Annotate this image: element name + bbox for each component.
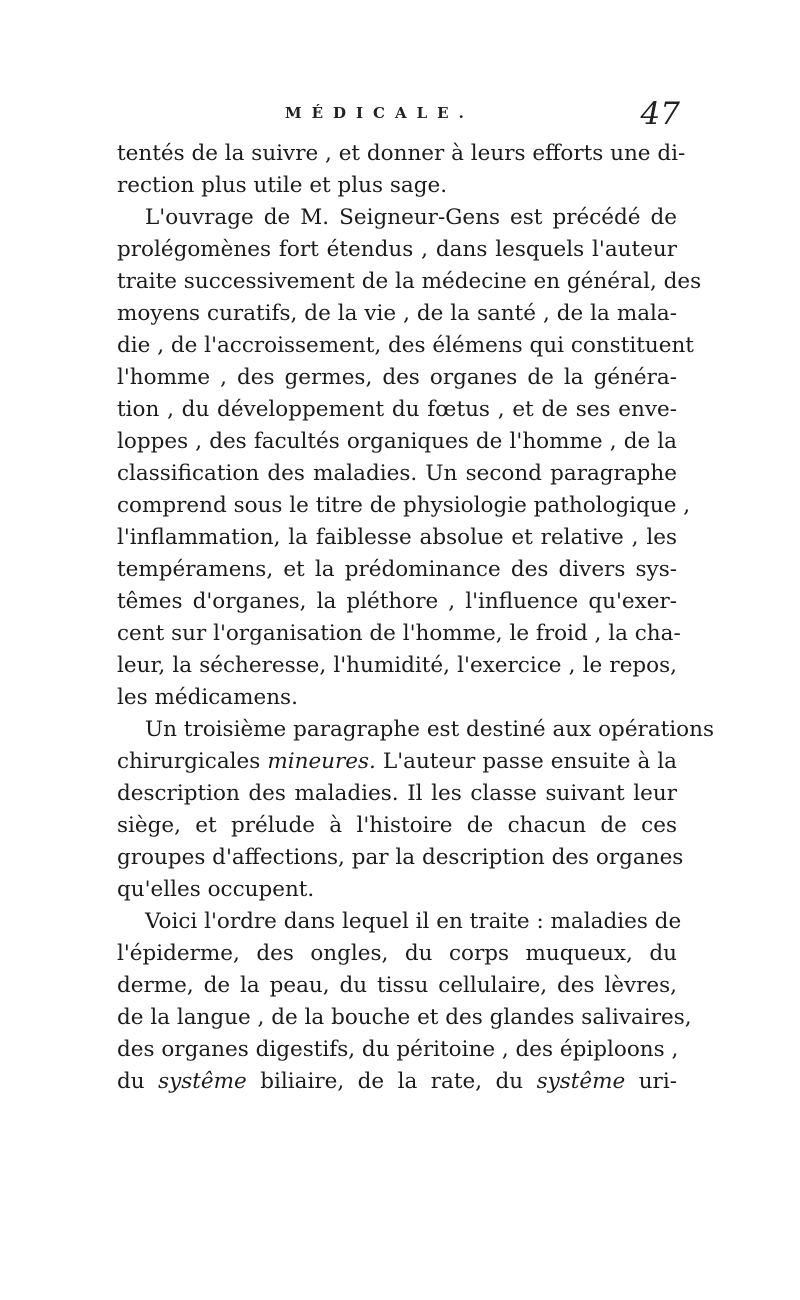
text-line <box>117 938 677 970</box>
text-segment: du <box>117 1069 159 1094</box>
paragraph-start-line: L'ouvrage de M. Seigneur-Gens est précédé de <box>145 205 677 230</box>
text-line <box>117 842 684 874</box>
italic-text-segment: systême <box>536 1069 626 1094</box>
text-line: leur, la sécheresse, l'humidité, l'exercice , le repos, <box>117 653 677 678</box>
italic-text-segment: mineures. <box>267 749 376 774</box>
text-segment: chirurgicales <box>117 749 268 774</box>
text-segment: uri- <box>625 1069 677 1094</box>
text-segment: biliaire, de la rate, du <box>246 1069 537 1094</box>
running-title: MÉDICALE. <box>285 104 474 122</box>
text-segment: groupes d'affections, par la description des organes <box>117 845 684 870</box>
text-segment: siège, et prélude à l'histoire de chacun de ces <box>117 813 677 838</box>
text-segment: de la langue , de la bouche et des glandes salivaires, <box>117 1005 692 1030</box>
text-line: traite successivement de la médecine en général, des <box>117 269 702 294</box>
italic-text-segment: systême <box>158 1069 247 1094</box>
text-line: têmes d'organes, la pléthore , l'influence qu'exer- <box>117 589 677 614</box>
text-line <box>117 778 677 810</box>
paragraph-start-line <box>117 906 682 938</box>
text-line: tentés de la suivre , et donner à leurs efforts une di- <box>117 141 686 166</box>
text-line <box>117 1034 677 1066</box>
text-line: les médicamens. <box>117 685 298 710</box>
text-line: classification des maladies. Un second paragraphe <box>117 461 677 486</box>
page-number: 47 <box>640 96 680 132</box>
text-line: l'inflammation, la faiblesse absolue et relative , les <box>117 525 677 550</box>
text-segment: l'épiderme, des ongles, du corps muqueux, du <box>117 941 677 966</box>
text-line <box>117 874 677 906</box>
text-line: tion , du développement du fœtus , et de ses enve- <box>117 397 677 422</box>
text-segment: des organes digestifs, du péritoine , des épiploons , <box>117 1037 679 1062</box>
text-line: loppes , des facultés organiques de l'homme , de la <box>117 429 677 454</box>
text-line <box>117 810 677 842</box>
running-header <box>100 96 685 132</box>
text-line: cent sur l'organisation de l'homme, le froid , la cha- <box>117 621 681 646</box>
text-segment: description des maladies. Il les classe suivant leur <box>117 781 677 806</box>
text-line <box>117 1002 692 1034</box>
text-segment: derme, de la peau, du tissu cellulaire, des lèvres, <box>117 973 677 998</box>
text-line: prolégomènes fort étendus , dans lesquels l'auteur <box>117 237 677 262</box>
text-segment: Un troisième paragraphe est destiné aux opérations <box>145 717 714 742</box>
text-segment: L'auteur passe ensuite à la <box>375 749 677 774</box>
text-line: moyens curatifs, de la vie , de la santé , de la mala- <box>117 301 677 326</box>
text-line: die , de l'accroissement, des élémens qui constituent <box>117 333 694 358</box>
body-text <box>117 138 714 1098</box>
text-line: rection plus utile et plus sage. <box>117 173 448 198</box>
text-line: l'homme , des germes, des organes de la généra- <box>117 365 677 390</box>
text-line <box>117 970 677 1002</box>
text-line: tempéramens, et la prédominance des divers sys- <box>117 557 677 582</box>
text-segment: qu'elles occupent. <box>117 877 315 902</box>
text-line <box>117 1066 677 1098</box>
text-line <box>117 746 677 778</box>
text-line: comprend sous le titre de physiologie pathologique , <box>117 493 691 518</box>
text-segment: Voici l'ordre dans lequel il en traite : maladies de <box>145 909 682 934</box>
paragraph-start-line <box>117 714 714 746</box>
